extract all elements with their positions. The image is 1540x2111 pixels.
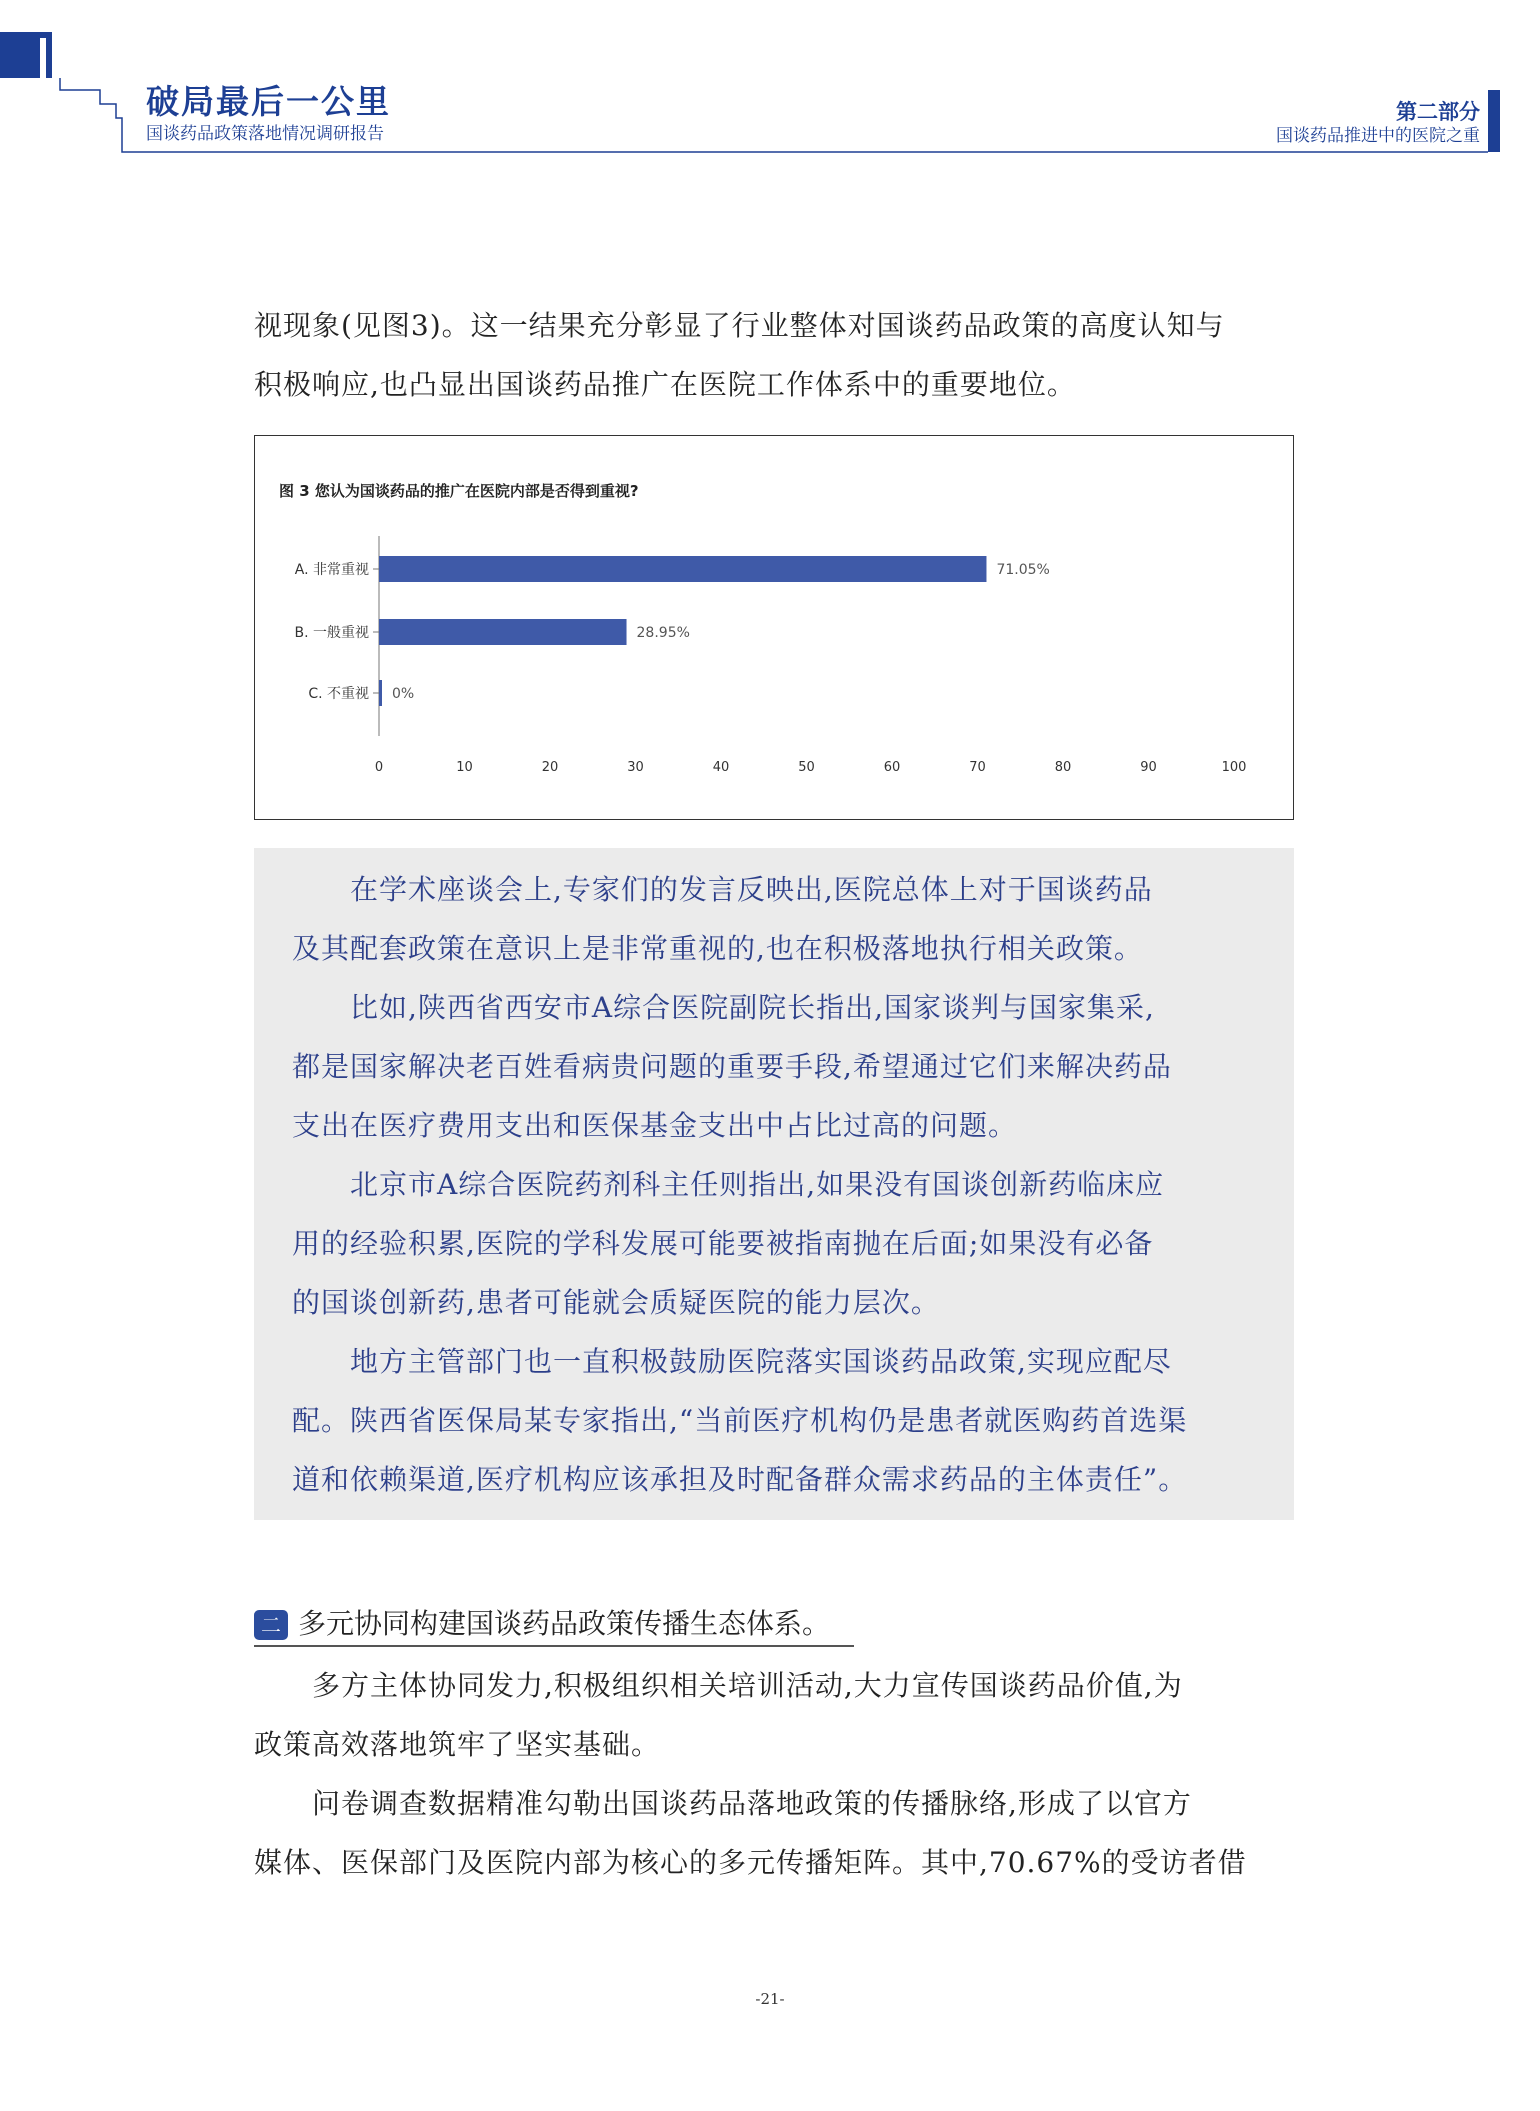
category-label: C. 不重视: [308, 686, 369, 702]
body-line: 媒体、医保部门及医院内部为核心的多元传播矩阵。其中,70.67%的受访者借: [254, 1846, 1247, 1879]
x-tick-label: 90: [1140, 760, 1157, 775]
section-title: 多元协同构建国谈药品政策传播生态体系。: [298, 1607, 831, 1640]
intro-line: 积极响应,也凸显出国谈药品推广在医院工作体系中的重要地位。: [254, 368, 1076, 401]
quote-line: 地方主管部门也一直积极鼓励医院落实国谈药品政策,实现应配尽: [350, 1345, 1172, 1378]
x-tick-label: 20: [541, 760, 559, 775]
chart-plot: [255, 436, 1295, 821]
value-label: 71.05%: [996, 562, 1050, 578]
intro-paragraph: [254, 296, 1294, 414]
intro-line: 视现象(见图3)。这一结果充分彰显了行业整体对国谈药品政策的高度认知与: [254, 309, 1225, 342]
report-subtitle: 国谈药品政策落地情况调研报告: [146, 124, 384, 144]
x-tick-label: 100: [1221, 760, 1247, 775]
quote-line: 及其配套政策在意识上是非常重视的,也在积极落地执行相关政策。: [292, 932, 1143, 965]
x-tick-label: 10: [456, 760, 473, 775]
figure-3-chart: [254, 435, 1294, 820]
body-line: 政策高效落地筑牢了坚实基础。: [254, 1728, 661, 1761]
chart-title: 图 3 您认为国谈药品的推广在医院内部是否得到重视?: [279, 482, 639, 500]
quote-line: 用的经验积累,医院的学科发展可能要被指南抛在后面;如果没有必备: [292, 1227, 1154, 1260]
category-label: A. 非常重视: [294, 562, 369, 578]
x-tick-label: 80: [1054, 760, 1072, 775]
quote-line: 的国谈创新药,患者可能就会质疑医院的能力层次。: [292, 1286, 940, 1319]
value-label: 0%: [392, 686, 415, 702]
x-tick-label: 30: [627, 760, 644, 775]
bar: [379, 619, 627, 645]
value-label: 28.95%: [636, 625, 690, 641]
x-tick-label: 0: [374, 760, 384, 775]
report-title: 破局最后一公里: [146, 82, 391, 121]
body-line: 问卷调查数据精准勾勒出国谈药品落地政策的传播脉络,形成了以官方: [312, 1787, 1192, 1820]
bar: [379, 680, 382, 706]
x-tick-label: 60: [883, 760, 901, 775]
quote-line: 北京市A综合医院药剂科主任则指出,如果没有国谈创新药临床应: [350, 1168, 1165, 1201]
bar: [379, 556, 986, 582]
quote-line: 配。陕西省医保局某专家指出,“当前医疗机构仍是患者就医购药首选渠: [292, 1404, 1188, 1437]
x-tick-label: 70: [969, 760, 986, 775]
category-label: B. 一般重视: [294, 625, 369, 641]
quote-text: [292, 860, 1272, 1509]
body-paragraph: [254, 1656, 1294, 1892]
expert-quote-box: [254, 848, 1294, 1520]
section-number-badge: 二: [254, 1610, 288, 1640]
section-underline: [254, 1645, 854, 1647]
page-number: -21-: [755, 1990, 785, 2008]
quote-line: 都是国家解决老百姓看病贵问题的重要手段,希望通过它们来解决药品: [292, 1050, 1172, 1083]
part-label: 第二部分: [1396, 100, 1480, 124]
body-line: 多方主体协同发力,积极组织相关培训活动,大力宣传国谈药品价值,为: [312, 1669, 1183, 1702]
x-tick-label: 40: [712, 760, 730, 775]
x-tick-label: 50: [798, 760, 815, 775]
part-subtitle: 国谈药品推进中的医院之重: [1276, 126, 1480, 146]
header-side-bar: [1488, 90, 1500, 152]
quote-line: 在学术座谈会上,专家们的发言反映出,医院总体上对于国谈药品: [350, 873, 1153, 906]
quote-line: 道和依赖渠道,医疗机构应该承担及时配备群众需求药品的主体责任”。: [292, 1463, 1188, 1496]
quote-line: 比如,陕西省西安市A综合医院副院长指出,国家谈判与国家集采,: [350, 991, 1155, 1024]
quote-line: 支出在医疗费用支出和医保基金支出中占比过高的问题。: [292, 1109, 1018, 1142]
